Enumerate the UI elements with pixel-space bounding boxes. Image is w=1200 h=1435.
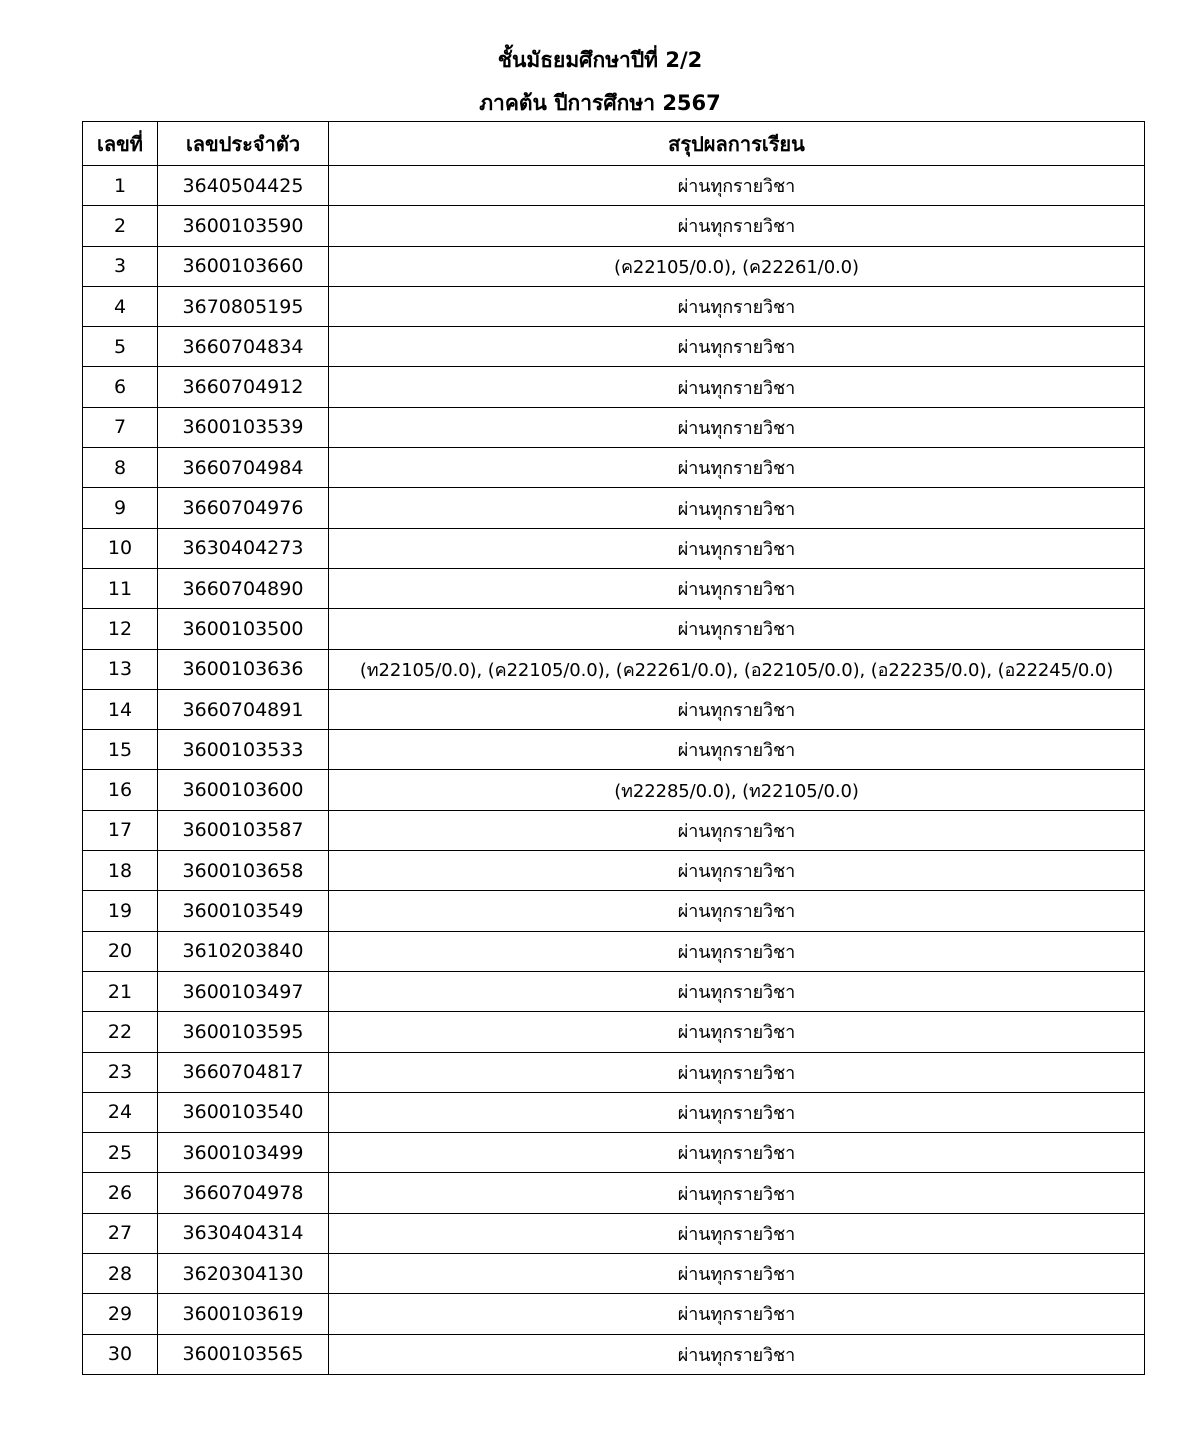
- cell-number: 3: [83, 246, 158, 286]
- cell-student-id: 3600103549: [158, 891, 329, 931]
- cell-number: 4: [83, 286, 158, 326]
- cell-student-id: 3670805195: [158, 286, 329, 326]
- cell-summary: ผ่านทุกรายวิชา: [329, 1052, 1145, 1092]
- table-row: [83, 1092, 1145, 1132]
- cell-number: 9: [83, 488, 158, 528]
- table-row: [83, 1294, 1145, 1334]
- cell-summary: ผ่านทุกรายวิชา: [329, 327, 1145, 367]
- cell-summary: ผ่านทุกรายวิชา: [329, 1213, 1145, 1253]
- header-summary: สรุปผลการเรียน: [329, 122, 1145, 166]
- cell-number: 14: [83, 689, 158, 729]
- table-row: [83, 1133, 1145, 1173]
- table-row: [83, 367, 1145, 407]
- cell-summary: ผ่านทุกรายวิชา: [329, 166, 1145, 206]
- cell-summary: ผ่านทุกรายวิชา: [329, 810, 1145, 850]
- header-number: เลขที่: [83, 122, 158, 166]
- table-row: [83, 166, 1145, 206]
- cell-number: 17: [83, 810, 158, 850]
- cell-student-id: 3660704834: [158, 327, 329, 367]
- table-row: [83, 407, 1145, 447]
- table-row: [83, 770, 1145, 810]
- cell-number: 8: [83, 448, 158, 488]
- cell-number: 11: [83, 568, 158, 608]
- table-row: [83, 488, 1145, 528]
- cell-number: 13: [83, 649, 158, 689]
- cell-student-id: 3600103587: [158, 810, 329, 850]
- cell-summary: ผ่านทุกรายวิชา: [329, 1294, 1145, 1334]
- cell-student-id: 3600103539: [158, 407, 329, 447]
- cell-summary: (ค22105/0.0), (ค22261/0.0): [329, 246, 1145, 286]
- cell-summary: ผ่านทุกรายวิชา: [329, 286, 1145, 326]
- cell-number: 20: [83, 931, 158, 971]
- cell-summary: ผ่านทุกรายวิชา: [329, 1012, 1145, 1052]
- cell-summary: ผ่านทุกรายวิชา: [329, 488, 1145, 528]
- cell-summary: ผ่านทุกรายวิชา: [329, 528, 1145, 568]
- table-row: [83, 1254, 1145, 1294]
- cell-summary: ผ่านทุกรายวิชา: [329, 851, 1145, 891]
- cell-number: 26: [83, 1173, 158, 1213]
- cell-student-id: 3660704976: [158, 488, 329, 528]
- table-row: [83, 528, 1145, 568]
- cell-number: 1: [83, 166, 158, 206]
- cell-student-id: 3660704912: [158, 367, 329, 407]
- table-row: [83, 971, 1145, 1011]
- cell-student-id: 3600103540: [158, 1092, 329, 1132]
- table-row: [83, 689, 1145, 729]
- cell-summary: ผ่านทุกรายวิชา: [329, 971, 1145, 1011]
- cell-summary: ผ่านทุกรายวิชา: [329, 1133, 1145, 1173]
- cell-number: 7: [83, 407, 158, 447]
- header-row: [83, 122, 1145, 166]
- cell-student-id: 3660704978: [158, 1173, 329, 1213]
- table-row: [83, 1012, 1145, 1052]
- cell-number: 15: [83, 730, 158, 770]
- cell-number: 6: [83, 367, 158, 407]
- cell-student-id: 3600103658: [158, 851, 329, 891]
- table-row: [83, 568, 1145, 608]
- cell-student-id: 3600103600: [158, 770, 329, 810]
- table-body: [83, 166, 1145, 1375]
- cell-number: 16: [83, 770, 158, 810]
- cell-number: 21: [83, 971, 158, 1011]
- table-row: [83, 206, 1145, 246]
- cell-number: 22: [83, 1012, 158, 1052]
- table-row: [83, 1334, 1145, 1374]
- table-row: [83, 286, 1145, 326]
- cell-student-id: 3600103500: [158, 609, 329, 649]
- cell-student-id: 3600103565: [158, 1334, 329, 1374]
- cell-summary: ผ่านทุกรายวิชา: [329, 1334, 1145, 1374]
- cell-summary: ผ่านทุกรายวิชา: [329, 609, 1145, 649]
- cell-summary: ผ่านทุกรายวิชา: [329, 891, 1145, 931]
- table-row: [83, 1213, 1145, 1253]
- table-row: [83, 609, 1145, 649]
- cell-number: 5: [83, 327, 158, 367]
- document-title: ชั้นมัธยมศึกษาปีที่ 2/2: [497, 48, 703, 72]
- cell-student-id: 3620304130: [158, 1254, 329, 1294]
- cell-student-id: 3640504425: [158, 166, 329, 206]
- cell-number: 27: [83, 1213, 158, 1253]
- cell-summary: ผ่านทุกรายวิชา: [329, 689, 1145, 729]
- cell-summary: ผ่านทุกรายวิชา: [329, 448, 1145, 488]
- header-student-id: เลขประจำตัว: [158, 122, 329, 166]
- cell-number: 18: [83, 851, 158, 891]
- cell-student-id: 3630404314: [158, 1213, 329, 1253]
- table-row: [83, 730, 1145, 770]
- cell-student-id: 3630404273: [158, 528, 329, 568]
- table-row: [83, 246, 1145, 286]
- table-row: [83, 327, 1145, 367]
- cell-summary: (ท22105/0.0), (ค22105/0.0), (ค22261/0.0), (อ22105/0.0), (อ22235/0.0), (อ22245/0.0): [329, 649, 1145, 689]
- table-row: [83, 810, 1145, 850]
- table-row: [83, 931, 1145, 971]
- document-subtitle: ภาคต้น ปีการศึกษา 2567: [479, 91, 721, 115]
- table-row: [83, 891, 1145, 931]
- cell-student-id: 3600103660: [158, 246, 329, 286]
- table-row: [83, 1052, 1145, 1092]
- cell-summary: ผ่านทุกรายวิชา: [329, 206, 1145, 246]
- cell-summary: ผ่านทุกรายวิชา: [329, 1254, 1145, 1294]
- cell-student-id: 3600103499: [158, 1133, 329, 1173]
- cell-summary: ผ่านทุกรายวิชา: [329, 1173, 1145, 1213]
- cell-student-id: 3600103636: [158, 649, 329, 689]
- cell-number: 29: [83, 1294, 158, 1334]
- results-table: [82, 121, 1145, 1375]
- cell-student-id: 3660704891: [158, 689, 329, 729]
- table-header: [83, 122, 1145, 166]
- table-row: [83, 649, 1145, 689]
- cell-student-id: 3600103590: [158, 206, 329, 246]
- cell-summary: ผ่านทุกรายวิชา: [329, 1092, 1145, 1132]
- cell-student-id: 3660704817: [158, 1052, 329, 1092]
- cell-summary: ผ่านทุกรายวิชา: [329, 931, 1145, 971]
- cell-number: 28: [83, 1254, 158, 1294]
- cell-number: 25: [83, 1133, 158, 1173]
- cell-student-id: 3600103619: [158, 1294, 329, 1334]
- table-row: [83, 1173, 1145, 1213]
- cell-student-id: 3610203840: [158, 931, 329, 971]
- cell-number: 19: [83, 891, 158, 931]
- cell-number: 23: [83, 1052, 158, 1092]
- cell-summary: ผ่านทุกรายวิชา: [329, 367, 1145, 407]
- cell-student-id: 3600103497: [158, 971, 329, 1011]
- cell-student-id: 3600103533: [158, 730, 329, 770]
- cell-summary: (ท22285/0.0), (ท22105/0.0): [329, 770, 1145, 810]
- cell-number: 30: [83, 1334, 158, 1374]
- table-row: [83, 448, 1145, 488]
- cell-summary: ผ่านทุกรายวิชา: [329, 730, 1145, 770]
- cell-number: 24: [83, 1092, 158, 1132]
- cell-summary: ผ่านทุกรายวิชา: [329, 568, 1145, 608]
- cell-number: 2: [83, 206, 158, 246]
- cell-summary: ผ่านทุกรายวิชา: [329, 407, 1145, 447]
- cell-number: 12: [83, 609, 158, 649]
- cell-student-id: 3660704984: [158, 448, 329, 488]
- cell-number: 10: [83, 528, 158, 568]
- table-row: [83, 851, 1145, 891]
- cell-student-id: 3660704890: [158, 568, 329, 608]
- cell-student-id: 3600103595: [158, 1012, 329, 1052]
